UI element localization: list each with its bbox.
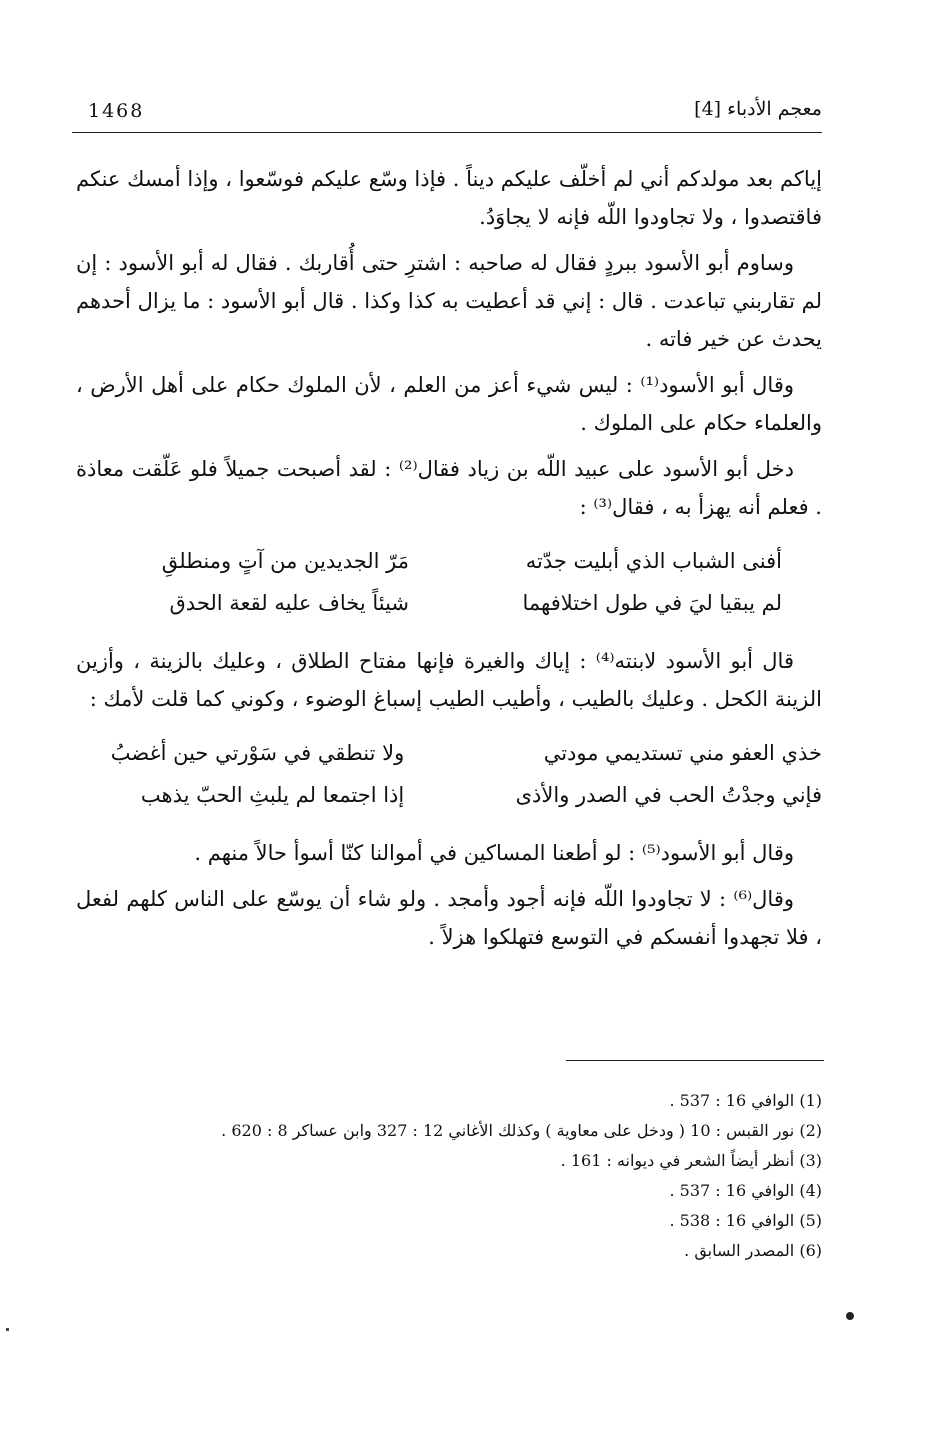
verse-line	[116, 582, 782, 624]
poem-1	[76, 540, 822, 624]
paragraph-7: وقال⁽⁶⁾ : لا تجاودوا اللّه فإنه أجود وأمجد . ولو شاء أن يوسّع على الناس كلهم لفعل ، فلا تجهدوا أنفسكم في التوسع فتهلكوا هزلاً .	[76, 887, 822, 949]
footnote-1: (1) الوافي 16 : 537 .	[669, 1091, 822, 1110]
verse-hemistich-1: خذي العفو مني تستديمي مودتي	[543, 741, 822, 765]
verse-hemistich-2: إذا اجتمعا لم يلبثِ الحبّ يذهب	[140, 783, 405, 807]
verse-hemistich-1: لم يبقيا ليَ في طول اختلافهما	[522, 591, 782, 615]
footnote-3: (3) أنظر أيضاً الشعر في ديوانه : 161 .	[560, 1151, 822, 1170]
page-number: 1468	[88, 100, 145, 122]
footnote-6: (6) المصدر السابق .	[684, 1241, 822, 1260]
verse-line	[116, 540, 782, 582]
verse-hemistich-1: أفنى الشباب الذي أبليت جدّته	[525, 549, 782, 573]
verse-hemistich-2: ولا تنطقي في سَوْرتي حين أغضبُ	[110, 741, 405, 765]
page-header	[72, 96, 822, 130]
main-text	[76, 160, 822, 964]
footnotes	[122, 1086, 822, 1266]
verse-hemistich-1: فإني وجدْتُ الحب في الصدر والأذى	[515, 783, 822, 807]
footnote-5: (5) الوافي 16 : 538 .	[669, 1211, 822, 1230]
paragraph-4: دخل أبو الأسود على عبيد اللّه بن زياد فقال⁽²⁾ : لقد أصبحت جميلاً فلو عَلّقت معاذة . فعلم أنه يهزأ به ، فقال⁽³⁾ :	[76, 457, 822, 519]
paragraph-3: وقال أبو الأسود⁽¹⁾ : ليس شيء أعز من العلم ، لأن الملوك حكام على أهل الأرض ، والعلماء حكام على الملوك .	[76, 373, 822, 435]
paragraph-2: وساوم أبو الأسود ببردٍ فقال له صاحبه : اشترِ حتى أُقاربك . فقال له أبو الأسود : إن لم تقاربني تباعدت . قال : إني قد أعطيت به كذا وكذا . قال أبو الأسود : ما يزال أحدهم يحدث عن خير فاته .	[76, 251, 822, 351]
footnote-2: (2) نور القبس : 10 ( ودخل على معاوية ) وكذلك الأغاني 12 : 327 وابن عساكر 8 : 620 .	[221, 1121, 822, 1140]
poem-2	[76, 732, 822, 816]
verse-hemistich-2: شيئاً يخاف عليه لقعة الحدق	[169, 591, 410, 615]
scan-speck	[6, 1328, 9, 1331]
paragraph-6: وقال أبو الأسود⁽⁵⁾ : لو أطعنا المساكين في أموالنا كنّا أسوأ حالاً منهم .	[194, 841, 794, 865]
running-title: معجم الأدباء [4]	[694, 98, 822, 120]
ink-dot	[846, 1312, 854, 1320]
verse-line	[76, 732, 822, 774]
paragraph-1: إياكم بعد مولدكم أني لم أخلّف عليكم ديناً . فإذا وسّع عليكم فوسّعوا ، وإذا أمسك عنكم فاقتصدوا ، ولا تجاودوا اللّه فإنه لا يجاوَدُ.	[76, 167, 822, 229]
footnote-4: (4) الوافي 16 : 537 .	[669, 1181, 822, 1200]
verse-line	[76, 774, 822, 816]
footnote-rule	[566, 1060, 824, 1061]
header-rule	[72, 132, 822, 133]
verse-hemistich-2: مَرّ الجديدين من آتٍ ومنطلقِ	[161, 549, 410, 573]
paragraph-5: قال أبو الأسود لابنته⁽⁴⁾ : إياك والغيرة فإنها مفتاح الطلاق ، وعليك بالزينة ، وأزين الزينة الكحل . وعليك بالطيب ، وأطيب الطيب إسباغ الوضوء ، وكوني كما قلت لأمك :	[76, 649, 822, 711]
